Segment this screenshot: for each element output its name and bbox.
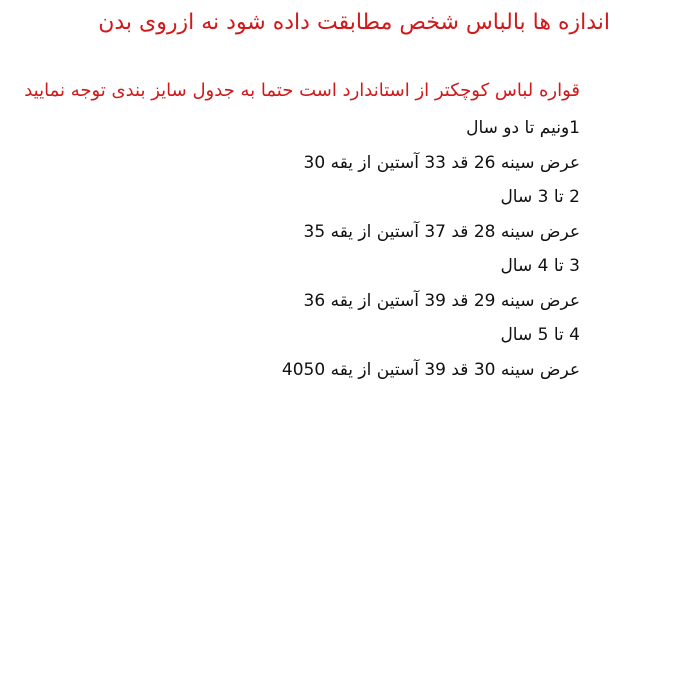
size-warning-note: قواره لباس کوچکتر از استاندارد است حتما به جدول سایز بندی توجه نمایید (24, 80, 580, 101)
age-range-line: 3 تا 4 سال (500, 256, 580, 276)
measurement-line: عرض سینه 28 قد 37 آستین از یقه 35 (303, 221, 580, 242)
page-title: اندازه ها بالباس شخص مطابقت داده شود نه ازروی بدن (98, 10, 610, 35)
measurement-line: عرض سینه 29 قد 39 آستین از یقه 36 (303, 290, 580, 311)
age-range-line: 1ونیم تا دو سال (466, 118, 580, 138)
measurement-line: عرض سینه 30 قد 39 آستین از یقه 4050 (281, 359, 580, 380)
age-range-line: 4 تا 5 سال (500, 325, 580, 345)
age-range-line: 2 تا 3 سال (500, 187, 580, 207)
size-list (282, 114, 580, 390)
measurement-line: عرض سینه 26 قد 33 آستین از یقه 30 (303, 152, 580, 173)
